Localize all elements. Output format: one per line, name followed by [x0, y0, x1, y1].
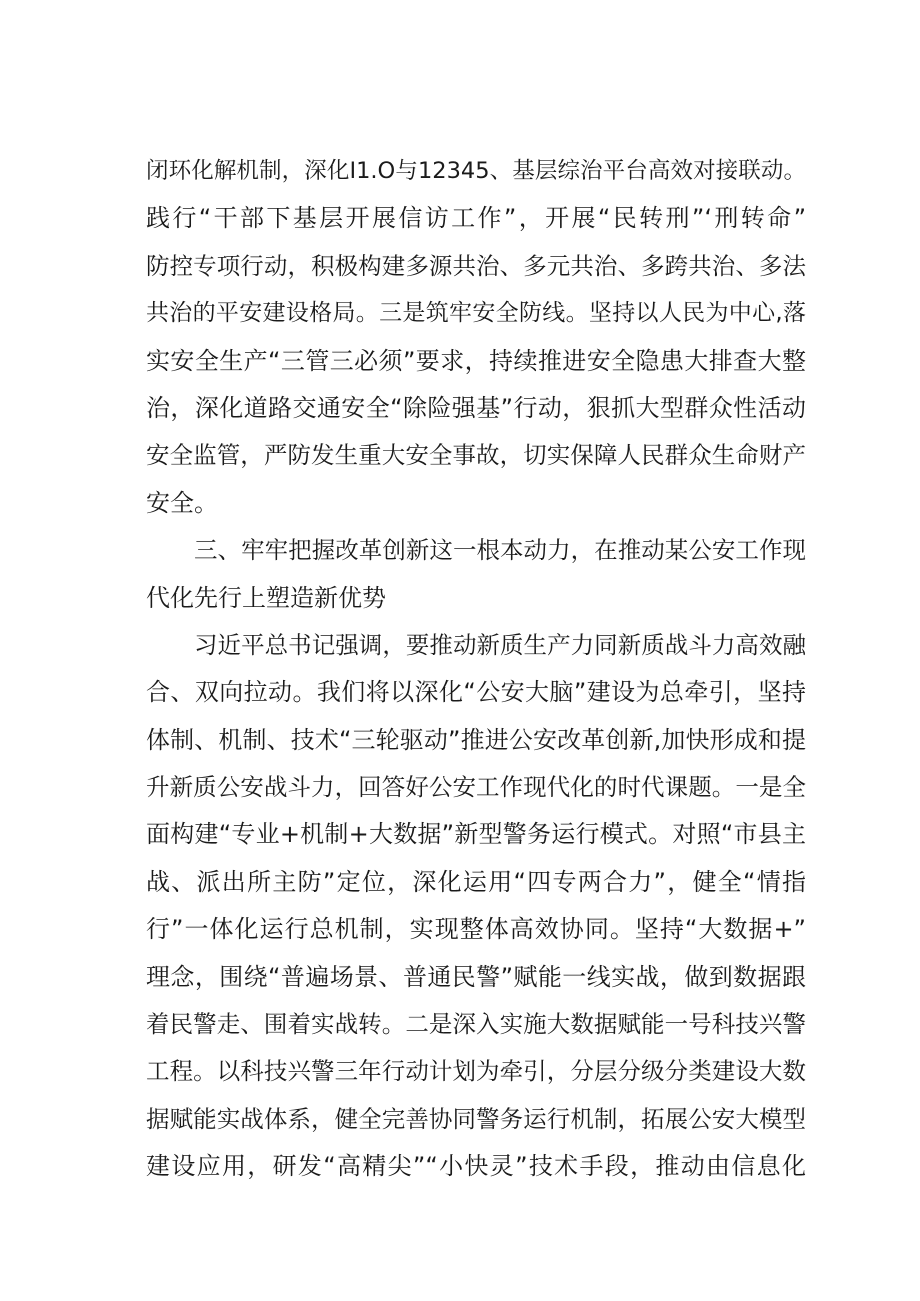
- text-line: 安全监管，严防发生重大安全事故，切实保障人民群众生命财产: [146, 441, 806, 470]
- text-line: 据赋能实战体系，健全完善协同警务运行机制，拓展公安大模型: [146, 1104, 806, 1133]
- section-heading-3: [146, 527, 806, 622]
- text-line: 着民警走、围着实战转。二是深入实施大数据赋能一号科技兴警: [146, 1010, 806, 1039]
- heading-line: 三、牢牢把握改革创新这一根本动力，在推动某公安工作现: [194, 536, 806, 565]
- text-line: 治，深化道路交通安全“除险强基”行动，狠抓大型群众性活动: [146, 393, 806, 422]
- text-line: 理念，围绕“普遍场景、普通民警”赋能一线实战，做到数据跟: [146, 962, 806, 991]
- text-line: 面构建“专业+机制+大数据”新型警务运行模式。对照“市县主: [146, 820, 806, 849]
- text-line: 安全。: [146, 488, 218, 517]
- text-line: 闭环化解机制，深化I1.O与12345、基层综治平台高效对接联动。: [146, 158, 806, 184]
- text-line: 防控专项行动，积极构建多源共治、多元共治、多跨共治、多法: [146, 251, 806, 280]
- text-line: 合、双向拉动。我们将以深化“公安大脑”建设为总牵引，坚持: [146, 678, 806, 707]
- text-line: 建设应用，研发“高精尖”“小快灵”技术手段，推动由信息化: [146, 1152, 806, 1181]
- text-line: 工程。以科技兴警三年行动计划为牵引，分层分级分类建设大数: [146, 1057, 806, 1086]
- text-line: 升新质公安战斗力，回答好公安工作现代化的时代课题。一是全: [146, 773, 806, 802]
- text-line: 行”一体化运行总机制，实现整体高效协同。坚持“大数据+”: [146, 915, 806, 944]
- text-line: 实安全生产“三管三必须”要求，持续推进安全隐患大排查大整: [146, 346, 806, 375]
- text-line: 践行“干部下基层开展信访工作”，开展“民转刑”‘刑转命”: [146, 204, 806, 233]
- document-body: [146, 148, 806, 1191]
- paragraph-reform-innovation: [146, 622, 806, 1191]
- text-line: 战、派出所主防”定位，深化运用“四专两合力”，健全“情指: [146, 867, 806, 896]
- text-line: 共治的平安建设格局。三是筑牢安全防线。坚持以人民为中心,落: [146, 300, 806, 327]
- paragraph-safety-governance: [146, 148, 806, 527]
- text-line: 体制、机制、技术“三轮驱动”推进公安改革创新,加快形成和提: [146, 725, 806, 754]
- heading-line: 代化先行上塑造新优势: [146, 583, 386, 612]
- text-line: 习近平总书记强调，要推动新质生产力同新质战斗力高效融: [194, 630, 806, 659]
